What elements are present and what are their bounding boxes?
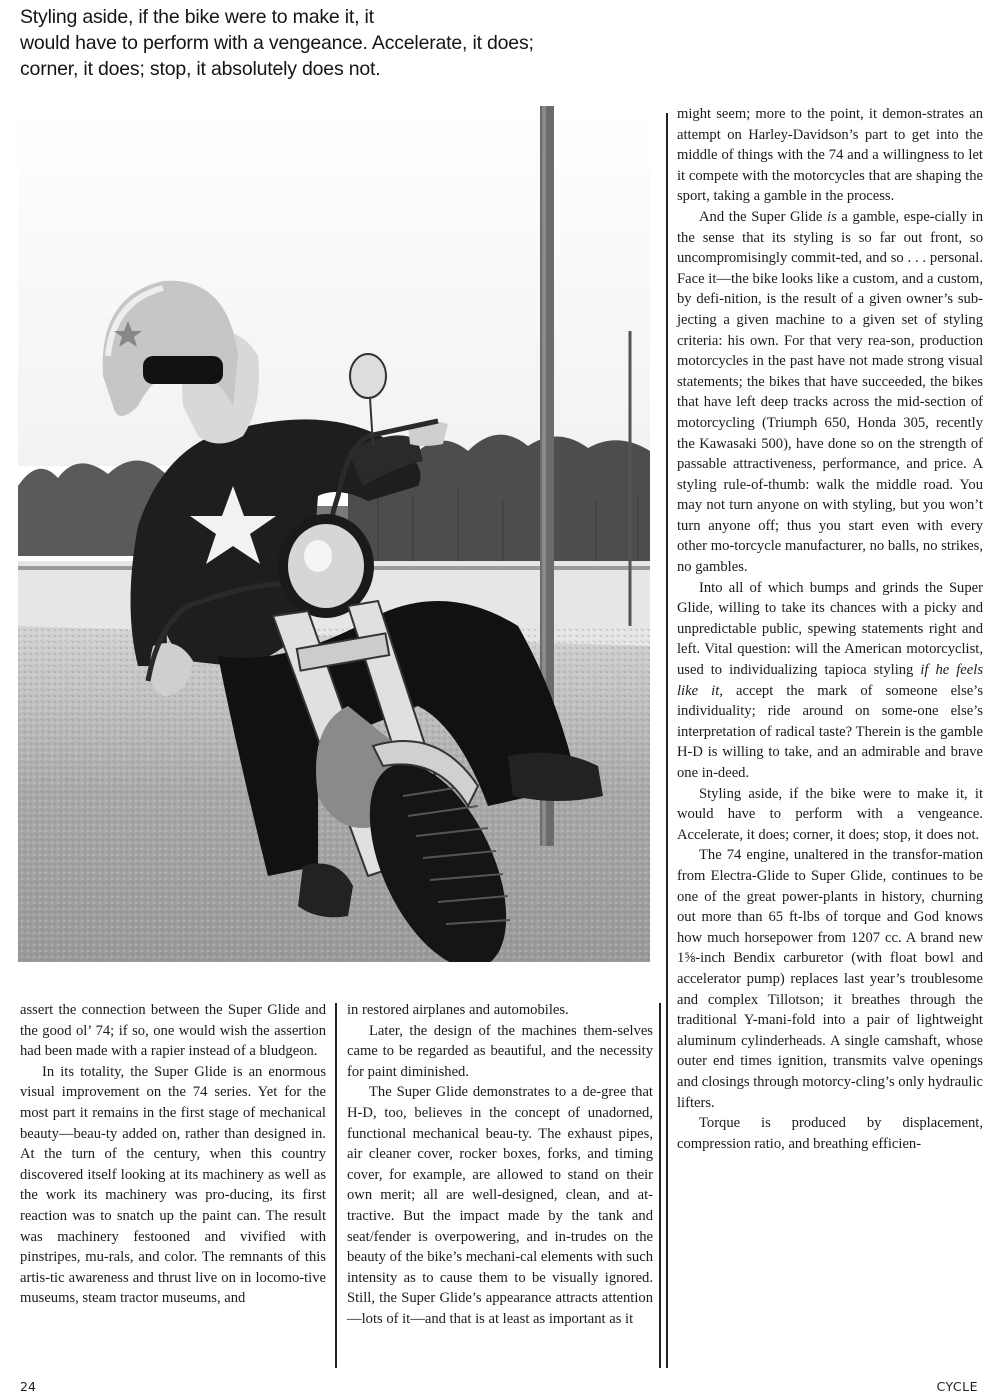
motorcycle-photo [18,106,650,962]
article-column-bottom-left [20,1000,326,1309]
pull-quote-line: Styling aside, if the bike were to make it, it [20,6,374,28]
sunglasses [143,356,223,384]
mirror [350,354,386,398]
column-divider [666,113,668,1368]
page-number: 24 [20,1379,36,1394]
pull-quote-line: corner, it does; stop, it absolutely does not. [20,58,381,80]
photo-illustration [18,106,650,962]
magazine-name: CYCLE [936,1379,978,1394]
paragraph: Later, the design of the machines them-selves came to be regarded as beautiful, and the necessity for paint diminished. [347,1022,653,1080]
pull-quote [20,4,620,82]
emphasis: is [827,208,837,225]
paragraph: might seem; more to the point, it demon-strates an attempt on Harley-Davidson’s part to get into the middle of things with the 74 and a willingness to let it compete with the motorcycles that are shaping the sport, taking a gamble in the process. [677,106,983,205]
text-run: accept the mark of someone else’s individuality; ride around on some-one else’s interpretation of radical taste? Therein is the gamble H-D is willing to take, and an admirable and brave one in-deed. [677,682,983,781]
column-divider [659,1003,661,1368]
paragraph: The Super Glide demonstrates to a de-gree that H-D, too, believes in the concept of unadorned, functional mechanical beau-ty. The exhaust pipes, air cleaner cover, rocker boxes, forks, and timing cover, for example, are allowed to stand on their own merit; all are well-designed, clean, and at-tractive. But the impact made by the tank and seat/fender is overpowering, and in-trudes on the beauty of the bike’s mechani-cal elements with such intensity as to cause them to be visually ignored. Still, the Super Glide’s appearance attracts attention—lots of it—and that is at least as important as it [347,1084,653,1327]
paragraph: in restored airplanes and automobiles. [347,1002,569,1018]
sky [18,106,650,466]
column-divider [335,1003,337,1368]
paragraph [677,207,983,578]
text-run: And the Super Glide [699,208,828,225]
paragraph: Torque is produced by displacement, compression ratio, and breathing efficien- [677,1115,983,1152]
paragraph: The 74 engine, unaltered in the transfor-mation from Electra-Glide to Super Glide, continues to be one of the great power-plants in history, churning out more than 65 ft-lbs of torque and God knows how much horsepower from 1207 cc. A brand new 1⅝-inch Bendix carburetor (with float bowl and accelerator pump) replaces last year’s troublesome and complex Tillotson; it breathes through the traditional Y-mani-fold into a pair of lightweight aluminum cylinderheads. A single camshaft, whose outer end times ignition, transmits valve openings and closings through motorcy-cling’s only hydraulic lifters. [677,847,984,1111]
article-column-right [677,104,983,1154]
paragraph: assert the connection between the Super Glide and the good ol’ 74; if so, one would wish the assertion had been made with a rapier instead of a bludgeon. [20,1002,326,1060]
paragraph: In its totality, the Super Glide is an enormous visual improvement on the 74 series. Yet for the most part it remains in the first stage of mechanical beauty—beau-ty added on, rather than designed in. At the turn of the century, when this country discovered itself looking at its machinery as well as the work its machinery was pro-ducing, its first reaction was to snatch up the paint can. The result was machinery festooned and vivified with pinstripes, mu-rals, and color. The remnants of this artis-tic awareness and thrust live on in locomo-tive museums, steam tractor museums, and [20,1063,326,1307]
article-column-bottom-middle [347,1000,653,1330]
emphasis: if he feels like it, [677,662,983,699]
text-run: a gamble, espe-cially in the sense that its styling is so far out front, so uncompromisingly commit-ted, and so . . . personal. Face it—the bike looks like a custom, and a custom, by defi-nition, is the result of a given owner’s sub-jecting a given machine to a given set of styling criteria: his own. For that very rea-son, production motorcycles in the past have not made strong visual statements; the bikes that have succeeded, the bikes that have left deep tracks across the mid-section of motorcycling (Triumph 650, Honda 305, recently the Kawasaki 500), have done so on the strength of passable attractiveness, performance, and price. A styling rule-of-thumb: walk the middle road. You may not turn anyone on with styling, but you won’t turn anyone off; thus you start even with every other mo-torcycle manufacturer, no balls, no strikes, no gambles. [677,208,983,576]
paragraph [677,578,983,784]
text-run: Into all of which bumps and grinds the Super Glide, willing to take its chances with a picky and unpredictable public, spewing statements right and left. Vital question: will the American motorcyclist, used to individualizing tapioca styling [677,579,983,679]
paragraph: Styling aside, if the bike were to make it, it would have to perform with a vengeance. Accelerate, it does; corner, it does; stop, it does not. [677,785,983,843]
pull-quote-line: would have to perform with a vengeance. Accelerate, it does; [20,32,534,54]
